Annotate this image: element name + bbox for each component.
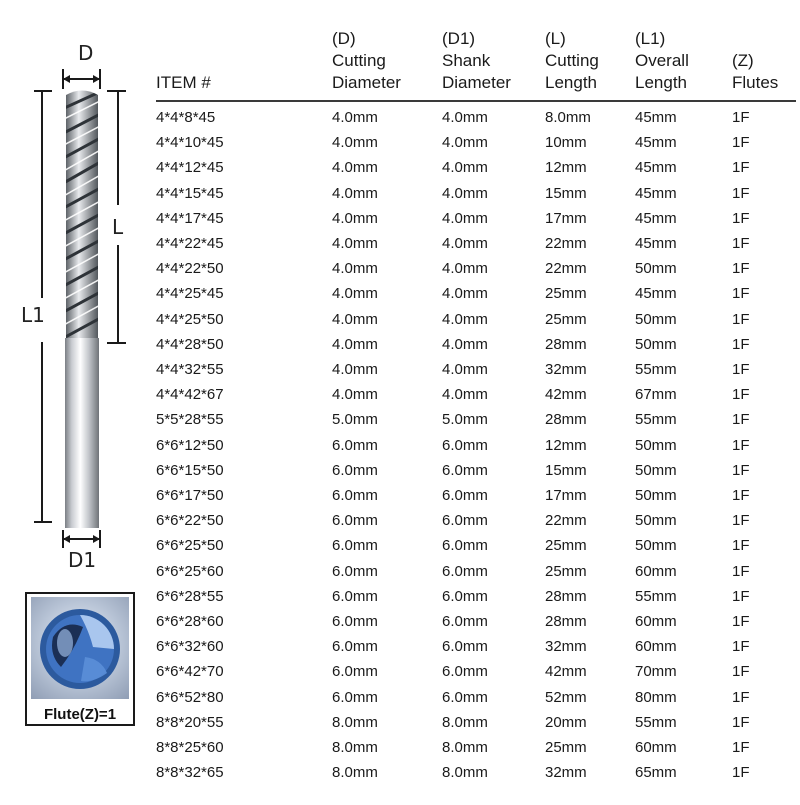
item-cell: 5*5*28*55 xyxy=(156,411,224,429)
item-cell: 6*6*28*55 xyxy=(156,587,224,605)
header-line: (D1) xyxy=(442,29,476,48)
shank-diameter-cell: 6.0mm xyxy=(442,512,488,530)
cutting-length-cell: 20mm xyxy=(545,713,587,731)
item-cell: 8*8*32*65 xyxy=(156,764,224,782)
overall-length-cell: 55mm xyxy=(635,411,677,429)
shank-diameter-cell: 6.0mm xyxy=(442,436,488,454)
cutting-length-cell: 15mm xyxy=(545,461,587,479)
overall-length-cell: 60mm xyxy=(635,739,677,757)
cutting-diameter-cell: 4.0mm xyxy=(332,335,378,353)
cutting-length-cell: 32mm xyxy=(545,764,587,782)
shank xyxy=(65,338,99,528)
cutting-length-cell: 25mm xyxy=(545,310,587,328)
flutes-cell: 1F xyxy=(732,109,750,126)
shank-diameter-cell: 8.0mm xyxy=(442,764,488,782)
overall-length-cell: 45mm xyxy=(635,109,677,126)
cutting-length-cell: 22mm xyxy=(545,260,587,278)
overall-length-cell: 50mm xyxy=(635,310,677,328)
header-line: ITEM # xyxy=(156,73,211,92)
cutting-diameter-cell: 6.0mm xyxy=(332,436,378,454)
item-cell: 6*6*52*80 xyxy=(156,688,224,706)
flutes-cell: 1F xyxy=(732,764,750,782)
cutting-length-cell: 25mm xyxy=(545,562,587,580)
overall-length-cell: 55mm xyxy=(635,713,677,731)
cutting-diameter-cell: 4.0mm xyxy=(332,209,378,227)
table-row xyxy=(156,483,796,508)
cutting-diameter-cell: 6.0mm xyxy=(332,512,378,530)
item-cell: 6*6*25*60 xyxy=(156,562,224,580)
table-row xyxy=(156,433,796,458)
header-line: Diameter xyxy=(332,73,401,92)
flutes-cell: 1F xyxy=(732,285,750,303)
item-cell: 4*4*25*45 xyxy=(156,285,224,303)
shank-diameter-cell: 6.0mm xyxy=(442,537,488,555)
flutes-cell: 1F xyxy=(732,613,750,631)
overall-length-cell: 50mm xyxy=(635,260,677,278)
header-line: Length xyxy=(545,73,597,92)
shank-diameter-cell: 6.0mm xyxy=(442,587,488,605)
flutes-cell: 1F xyxy=(732,739,750,757)
cutting-diameter-cell: 6.0mm xyxy=(332,461,378,479)
shank-diameter-cell: 4.0mm xyxy=(442,310,488,328)
flutes-cell: 1F xyxy=(732,436,750,454)
cutting-diameter-cell: 6.0mm xyxy=(332,537,378,555)
cutting-diameter-cell: 6.0mm xyxy=(332,587,378,605)
flutes-cell: 1F xyxy=(732,335,750,353)
flutes-cell: 1F xyxy=(732,310,750,328)
cutting-length-cell: 22mm xyxy=(545,235,587,253)
overall-length-cell: 45mm xyxy=(635,184,677,202)
item-cell: 4*4*8*45 xyxy=(156,109,216,126)
cutting-length-cell: 25mm xyxy=(545,537,587,555)
flute-end-view xyxy=(25,592,135,726)
item-cell: 4*4*32*55 xyxy=(156,361,224,379)
table-row xyxy=(156,659,796,684)
shank-diameter-cell: 6.0mm xyxy=(442,562,488,580)
header-line: Length xyxy=(635,73,687,92)
overall-length-cell: 55mm xyxy=(635,361,677,379)
flutes-cell: 1F xyxy=(732,411,750,429)
cutting-length-cell: 28mm xyxy=(545,587,587,605)
cutting-length-cell: 32mm xyxy=(545,638,587,656)
header-line: Shank xyxy=(442,51,491,70)
item-cell: 6*6*42*70 xyxy=(156,663,224,681)
table-row xyxy=(156,609,796,634)
shank-diameter-cell: 4.0mm xyxy=(442,109,488,126)
flutes-cell: 1F xyxy=(732,134,750,152)
cutting-length-cell: 28mm xyxy=(545,411,587,429)
cutting-length-cell: 12mm xyxy=(545,436,587,454)
shank-diameter-cell: 4.0mm xyxy=(442,361,488,379)
item-cell: 4*4*17*45 xyxy=(156,209,224,227)
spec-table-body xyxy=(156,101,796,785)
cutting-diameter-cell: 4.0mm xyxy=(332,109,378,126)
overall-length-cell: 67mm xyxy=(635,386,677,404)
header-cutting-length xyxy=(545,28,635,101)
shank-diameter-cell: 4.0mm xyxy=(442,386,488,404)
flute-cross-section-image xyxy=(31,597,129,699)
overall-length-cell: 45mm xyxy=(635,285,677,303)
item-cell: 8*8*25*60 xyxy=(156,739,224,757)
shank-diameter-cell: 6.0mm xyxy=(442,638,488,656)
table-row xyxy=(156,155,796,180)
cutting-length-cell: 22mm xyxy=(545,512,587,530)
overall-length-cell: 60mm xyxy=(635,613,677,631)
shank-diameter-cell: 6.0mm xyxy=(442,613,488,631)
item-cell: 6*6*12*50 xyxy=(156,436,224,454)
shank-diameter-cell: 4.0mm xyxy=(442,235,488,253)
item-cell: 4*4*28*50 xyxy=(156,335,224,353)
table-row xyxy=(156,281,796,306)
shank-diameter-cell: 6.0mm xyxy=(442,487,488,505)
cutting-diameter-cell: 4.0mm xyxy=(332,285,378,303)
table-row xyxy=(156,181,796,206)
table-row xyxy=(156,584,796,609)
table-row xyxy=(156,710,796,735)
table-row xyxy=(156,332,796,357)
header-line: Flutes xyxy=(732,73,779,92)
dimension-d1 xyxy=(63,530,100,548)
header-line: (L1) xyxy=(635,29,666,48)
cutting-diameter-cell: 4.0mm xyxy=(332,260,378,278)
overall-length-cell: 60mm xyxy=(635,638,677,656)
item-cell: 4*4*42*67 xyxy=(156,386,224,404)
cutting-diameter-cell: 8.0mm xyxy=(332,764,378,782)
cutting-diameter-cell: 8.0mm xyxy=(332,739,378,757)
overall-length-cell: 80mm xyxy=(635,688,677,706)
cutting-length-cell: 32mm xyxy=(545,361,587,379)
overall-length-cell: 55mm xyxy=(635,587,677,605)
flutes-cell: 1F xyxy=(732,209,750,227)
label-l1: L1 xyxy=(21,303,45,327)
flutes-cell: 1F xyxy=(732,461,750,479)
cutting-diameter-cell: 4.0mm xyxy=(332,386,378,404)
endmill-diagram xyxy=(0,0,150,800)
cutting-length-cell: 10mm xyxy=(545,134,587,152)
overall-length-cell: 65mm xyxy=(635,764,677,782)
shank-diameter-cell: 5.0mm xyxy=(442,411,488,429)
overall-length-cell: 50mm xyxy=(635,537,677,555)
table-row xyxy=(156,130,796,155)
label-l: L xyxy=(112,215,124,239)
cutting-diameter-cell: 4.0mm xyxy=(332,310,378,328)
header-line: (D) xyxy=(332,29,356,48)
flutes-cell: 1F xyxy=(732,688,750,706)
table-row xyxy=(156,256,796,281)
cutting-diameter-cell: 4.0mm xyxy=(332,361,378,379)
overall-length-cell: 70mm xyxy=(635,663,677,681)
table-row xyxy=(156,407,796,432)
cutting-diameter-cell: 6.0mm xyxy=(332,663,378,681)
shank-diameter-cell: 4.0mm xyxy=(442,209,488,227)
shank-diameter-cell: 4.0mm xyxy=(442,335,488,353)
cutting-diameter-cell: 6.0mm xyxy=(332,638,378,656)
flutes-cell: 1F xyxy=(732,260,750,278)
cutting-diameter-cell: 4.0mm xyxy=(332,159,378,177)
cutting-diameter-cell: 6.0mm xyxy=(332,562,378,580)
item-cell: 6*6*15*50 xyxy=(156,461,224,479)
table-row xyxy=(156,559,796,584)
cutting-length-cell: 52mm xyxy=(545,688,587,706)
cutting-length-cell: 42mm xyxy=(545,663,587,681)
table-row xyxy=(156,760,796,785)
header-cutting-diameter xyxy=(332,28,442,101)
cutting-length-cell: 25mm xyxy=(545,285,587,303)
cutting-diameter-cell: 8.0mm xyxy=(332,713,378,731)
table-row xyxy=(156,634,796,659)
overall-length-cell: 45mm xyxy=(635,159,677,177)
flute-caption: Flute(Z)=1 xyxy=(43,706,117,723)
header-line: (L) xyxy=(545,29,566,48)
flutes-cell: 1F xyxy=(732,184,750,202)
overall-length-cell: 50mm xyxy=(635,436,677,454)
cutting-length-cell: 25mm xyxy=(545,739,587,757)
label-d: D xyxy=(78,41,94,65)
flutes-cell: 1F xyxy=(732,713,750,731)
flutes-cell: 1F xyxy=(732,386,750,404)
flutes-cell: 1F xyxy=(732,512,750,530)
header-row xyxy=(156,28,796,101)
cutting-diameter-cell: 6.0mm xyxy=(332,613,378,631)
table-row xyxy=(156,685,796,710)
shank-diameter-cell: 4.0mm xyxy=(442,260,488,278)
item-cell: 6*6*32*60 xyxy=(156,638,224,656)
item-cell: 6*6*28*60 xyxy=(156,613,224,631)
header-line: Cutting xyxy=(545,51,599,70)
cutting-length-cell: 17mm xyxy=(545,487,587,505)
shank-diameter-cell: 6.0mm xyxy=(442,461,488,479)
item-cell: 4*4*12*45 xyxy=(156,159,224,177)
table-row xyxy=(156,357,796,382)
shank-diameter-cell: 6.0mm xyxy=(442,663,488,681)
cutting-length-cell: 17mm xyxy=(545,209,587,227)
table-row xyxy=(156,508,796,533)
flutes-cell: 1F xyxy=(732,663,750,681)
flutes-cell: 1F xyxy=(732,361,750,379)
label-d1: D1 xyxy=(68,548,97,572)
shank-diameter-cell: 6.0mm xyxy=(442,688,488,706)
spec-table xyxy=(156,28,796,785)
table-row xyxy=(156,458,796,483)
item-cell: 4*4*10*45 xyxy=(156,134,224,152)
shank-diameter-cell: 4.0mm xyxy=(442,134,488,152)
flutes-cell: 1F xyxy=(732,235,750,253)
item-cell: 4*4*25*50 xyxy=(156,310,224,328)
flutes-cell: 1F xyxy=(732,587,750,605)
flutes-cell: 1F xyxy=(732,537,750,555)
cutting-diameter-cell: 4.0mm xyxy=(332,235,378,253)
table-row xyxy=(156,735,796,760)
table-row xyxy=(156,382,796,407)
table-row xyxy=(156,231,796,256)
shank-diameter-cell: 4.0mm xyxy=(442,184,488,202)
item-cell: 4*4*15*45 xyxy=(156,184,224,202)
header-line: Cutting xyxy=(332,51,386,70)
header-line: Overall xyxy=(635,51,689,70)
overall-length-cell: 50mm xyxy=(635,335,677,353)
shank-diameter-cell: 8.0mm xyxy=(442,739,488,757)
flutes-cell: 1F xyxy=(732,159,750,177)
cutting-diameter-cell: 4.0mm xyxy=(332,134,378,152)
flutes-cell: 1F xyxy=(732,487,750,505)
cutting-diameter-cell: 6.0mm xyxy=(332,688,378,706)
cutting-diameter-cell: 6.0mm xyxy=(332,487,378,505)
flute-cross-section-icon xyxy=(31,597,129,699)
overall-length-cell: 60mm xyxy=(635,562,677,580)
shank-diameter-cell: 4.0mm xyxy=(442,159,488,177)
overall-length-cell: 50mm xyxy=(635,487,677,505)
table-row xyxy=(156,101,796,130)
dimension-d xyxy=(63,69,100,89)
cutting-length-cell: 28mm xyxy=(545,613,587,631)
cutting-length-cell: 12mm xyxy=(545,159,587,177)
shank-diameter-cell: 8.0mm xyxy=(442,713,488,731)
item-cell: 4*4*22*50 xyxy=(156,260,224,278)
header-item xyxy=(156,28,332,101)
overall-length-cell: 45mm xyxy=(635,209,677,227)
cutting-length-cell: 15mm xyxy=(545,184,587,202)
table-row xyxy=(156,307,796,332)
header-line: (Z) xyxy=(732,51,754,70)
cutting-length-cell: 8.0mm xyxy=(545,109,591,126)
header-line: Diameter xyxy=(442,73,511,92)
flutes-cell: 1F xyxy=(732,562,750,580)
overall-length-cell: 50mm xyxy=(635,461,677,479)
overall-length-cell: 50mm xyxy=(635,512,677,530)
header-overall-length xyxy=(635,28,732,101)
item-cell: 6*6*17*50 xyxy=(156,487,224,505)
flute-section xyxy=(60,90,104,343)
shank-diameter-cell: 4.0mm xyxy=(442,285,488,303)
flutes-cell: 1F xyxy=(732,638,750,656)
table-row xyxy=(156,533,796,558)
cutting-length-cell: 28mm xyxy=(545,335,587,353)
cutting-diameter-cell: 4.0mm xyxy=(332,184,378,202)
overall-length-cell: 45mm xyxy=(635,235,677,253)
header-flutes xyxy=(732,28,796,101)
item-cell: 6*6*22*50 xyxy=(156,512,224,530)
cutting-length-cell: 42mm xyxy=(545,386,587,404)
item-cell: 8*8*20*55 xyxy=(156,713,224,731)
item-cell: 6*6*25*50 xyxy=(156,537,224,555)
overall-length-cell: 45mm xyxy=(635,134,677,152)
cutting-diameter-cell: 5.0mm xyxy=(332,411,378,429)
header-shank-diameter xyxy=(442,28,545,101)
item-cell: 4*4*22*45 xyxy=(156,235,224,253)
table-row xyxy=(156,206,796,231)
spec-table-header xyxy=(156,28,796,101)
